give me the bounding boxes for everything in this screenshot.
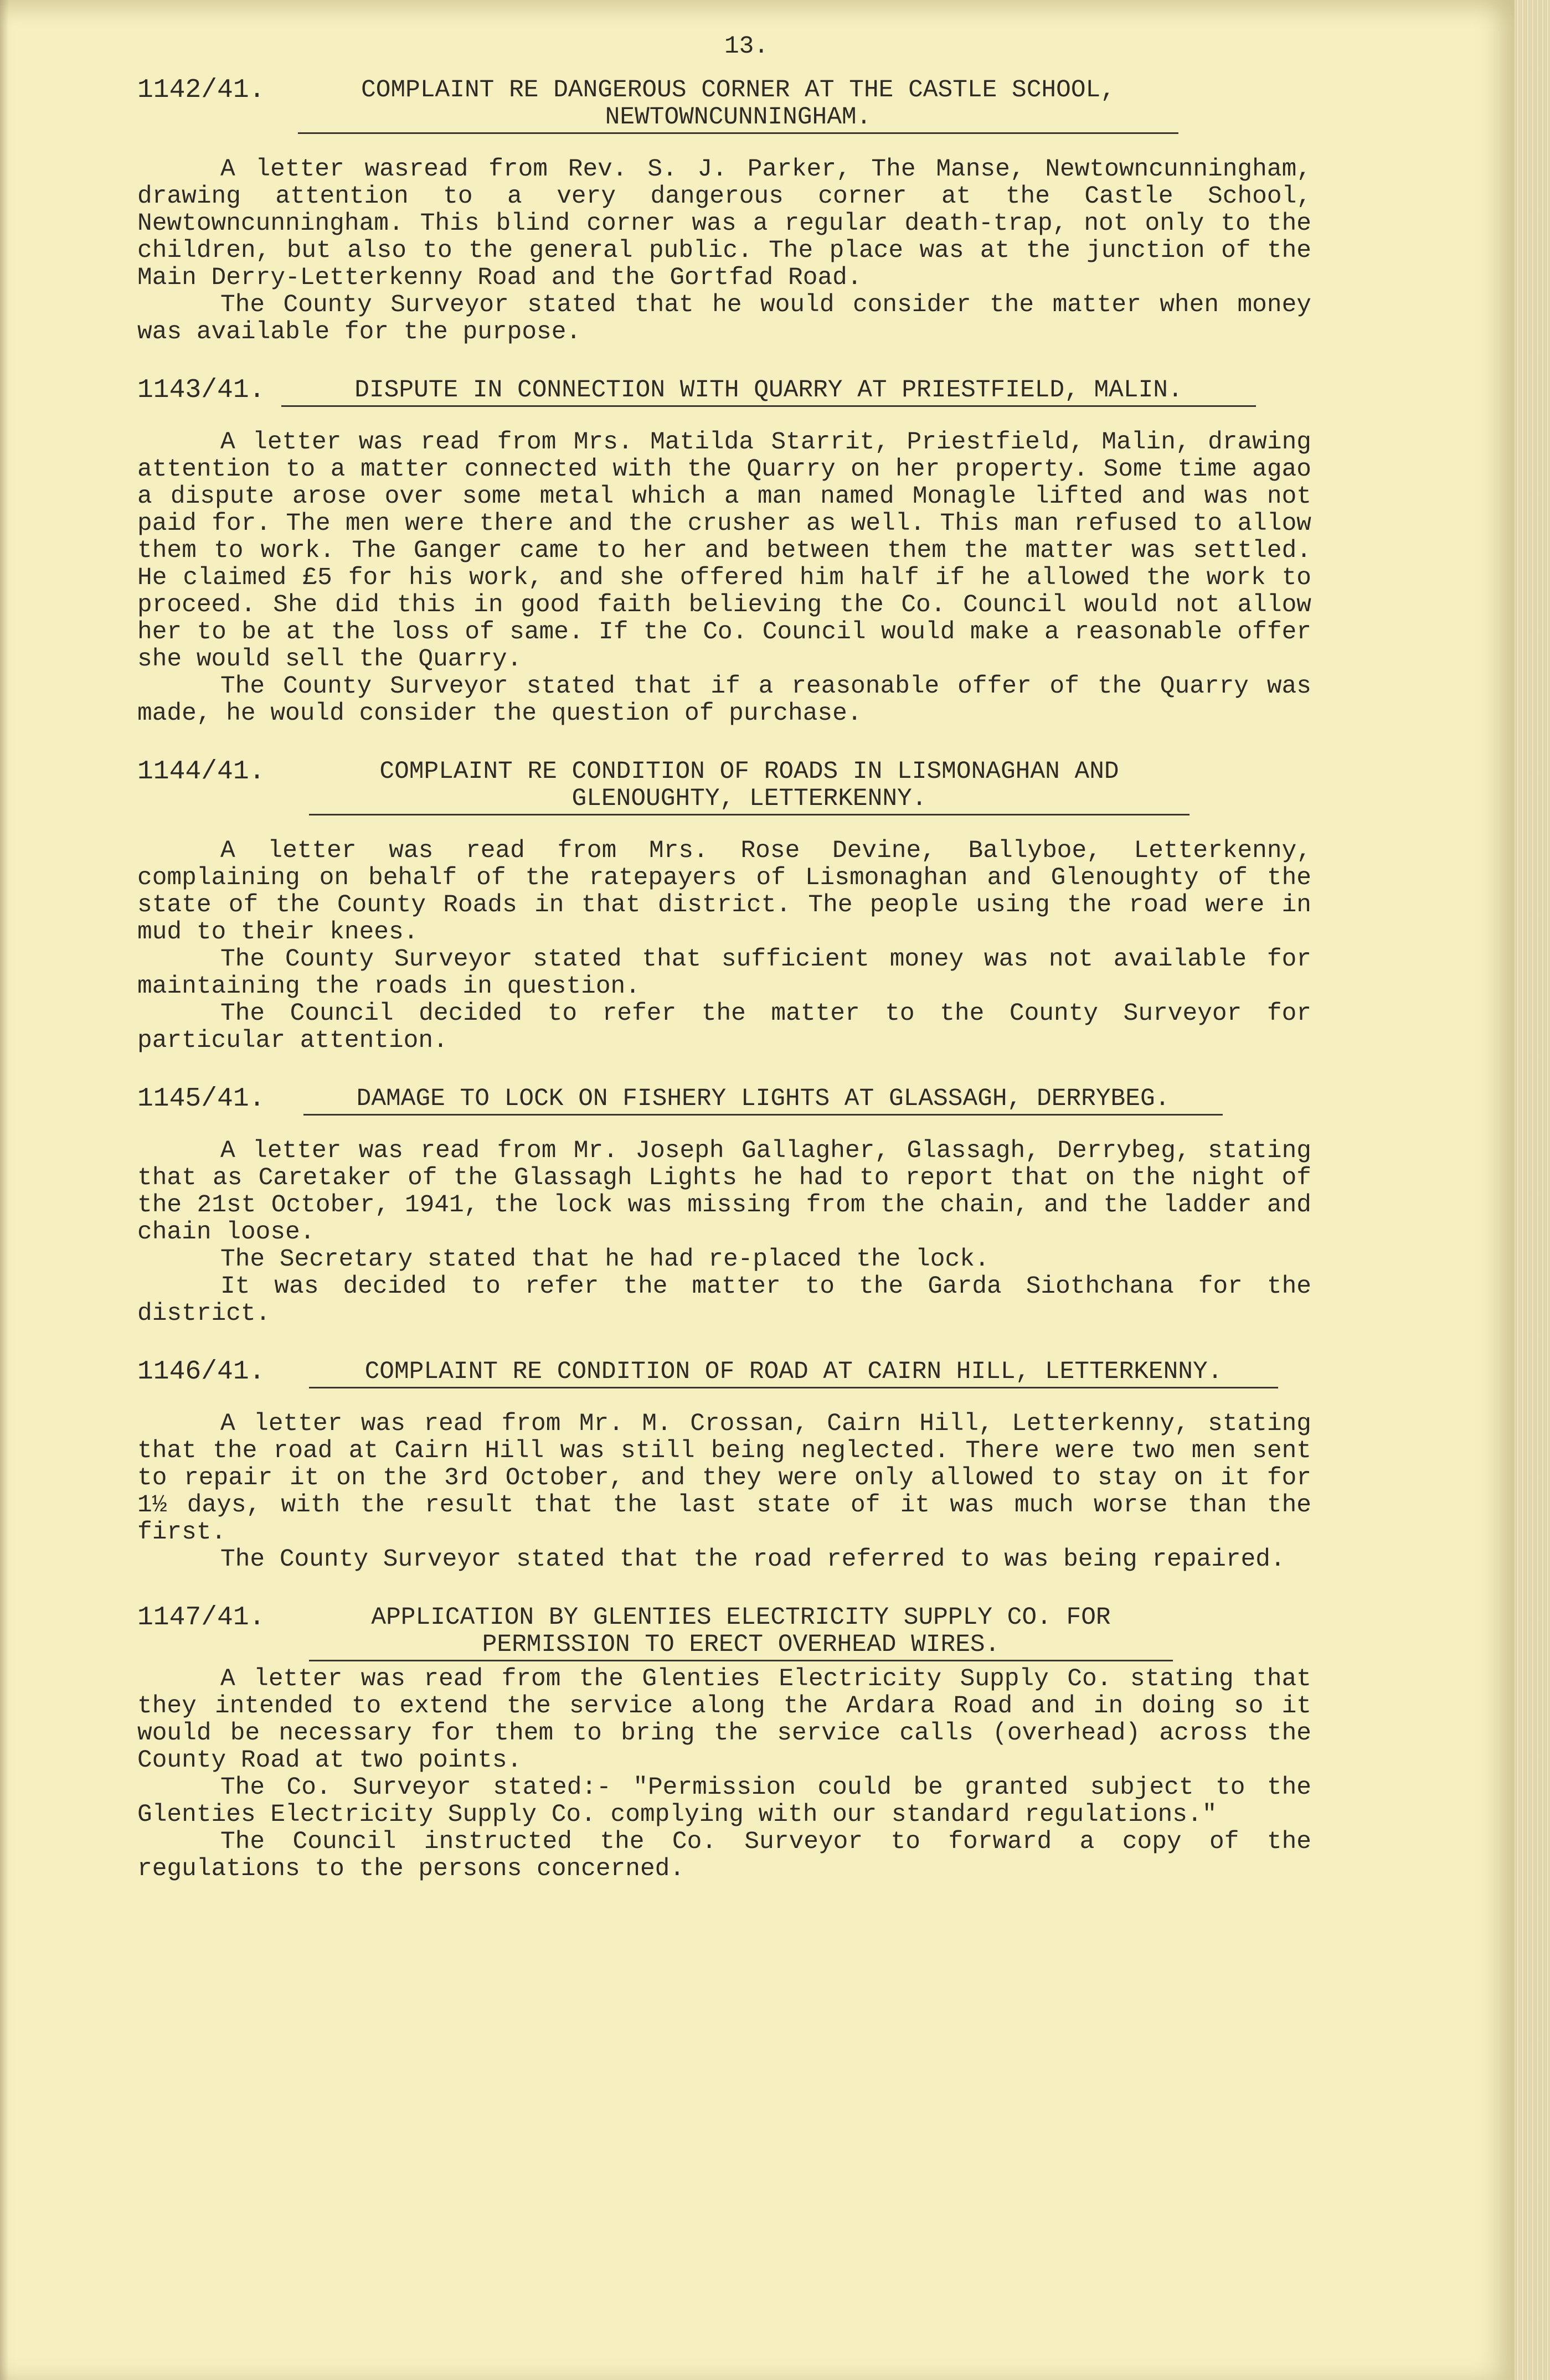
- entry-paragraph: It was decided to refer the matter to the Garda Siothchana for the district.: [137, 1273, 1311, 1328]
- entry-title: [309, 1604, 1173, 1661]
- entry-heading: [137, 1604, 1311, 1661]
- entry-number: 1143/41.: [137, 375, 265, 405]
- entry-paragraph: A letter was read from Mrs. Matilda Starrit, Priestfield, Malin, drawing attention to a matter connected with the Quarry on her property. Some time agao a dispute arose over some metal which a man named Monagle lifted and was not paid for. The men were there and the crusher as well. This man refused to allow them to work. The Ganger came to her and between them the matter was settled. He claimed £5 for his work, and she offered him half if he allowed the work to proceed. She did this in good faith believing the Co. Council would not allow her to be at the loss of same. If the Co. Council would make a reasonable offer she would sell the Quarry.: [137, 428, 1311, 673]
- entry-number: 1146/41.: [137, 1357, 265, 1387]
- minute-entry-1147: [137, 1604, 1311, 1883]
- entry-title: [298, 77, 1178, 134]
- entry-number: 1142/41.: [137, 75, 265, 105]
- entry-paragraph: The County Surveyor stated that the road referred to was being repaired.: [220, 1546, 1285, 1573]
- entry-paragraph: The Co. Surveyor stated:- "Permission could be granted subject to the Glenties Electricity Supply Co. complying with our standard regulations.": [137, 1774, 1311, 1829]
- entry-paragraph: The County Surveyor stated that he would consider the matter when money was available for the purpose.: [137, 291, 1311, 346]
- entry-paragraph: The Council instructed the Co. Surveyor to forward a copy of the regulations to the persons concerned.: [137, 1828, 1311, 1883]
- entry-title-line: DAMAGE TO LOCK ON FISHERY LIGHTS AT GLASSAGH, DERRYBEG.: [356, 1085, 1170, 1113]
- entry-paragraph: The Council decided to refer the matter to the County Surveyor for particular attention.: [137, 1000, 1311, 1055]
- entry-heading: [137, 758, 1311, 815]
- entry-paragraph: A letter wasread from Rev. S. J. Parker, The Manse, Newtowncunningham, drawing attention to a very dangerous corner at the Castle School, Newtowncunningham. This blind corner was a regular death-trap, not only to the children, but also to the general public. The place was at the junction of the Main Derry-Letterkenny Road and the Gortfad Road.: [137, 156, 1311, 292]
- entry-paragraph: A letter was read from the Glenties Electricity Supply Co. stating that they intended to extend the service along the Ardara Road and in doing so it would be necessary for them to bring the service calls (overhead) across the County Road at two points.: [137, 1665, 1311, 1774]
- minute-entry-1142: [137, 77, 1311, 346]
- page-edges: [1515, 0, 1550, 2380]
- entry-heading: [137, 1359, 1311, 1388]
- binding-shadow: [0, 0, 9, 2380]
- minute-entry-1146: [137, 1359, 1311, 1573]
- entry-number: 1145/41.: [137, 1084, 265, 1114]
- entry-title-line: COMPLAINT RE CONDITION OF ROAD AT CAIRN HILL, LETTERKENNY.: [364, 1358, 1223, 1386]
- entry-heading: [137, 377, 1311, 407]
- entry-title: [303, 1086, 1223, 1116]
- entry-heading: [137, 77, 1311, 134]
- entry-title-line: COMPLAINT RE DANGEROUS CORNER AT THE CASTLE SCHOOL,: [361, 76, 1115, 104]
- entry-paragraph: The Secretary stated that he had re-placed the lock.: [220, 1246, 990, 1273]
- entry-number: 1147/41.: [137, 1603, 265, 1633]
- entry-title-line: PERMISSION TO ERECT OVERHEAD WIRES.: [482, 1631, 1000, 1659]
- page-number: 13.: [724, 33, 769, 60]
- minute-entry-1144: [137, 758, 1311, 1055]
- entry-title-line: APPLICATION BY GLENTIES ELECTRICITY SUPPLY CO. FOR: [371, 1604, 1111, 1632]
- entry-paragraph: The County Surveyor stated that if a reasonable offer of the Quarry was made, he would consider the question of purchase.: [137, 673, 1311, 727]
- minutes-content: [137, 33, 1311, 1914]
- minute-entry-1143: [137, 377, 1311, 727]
- entry-paragraph: The County Surveyor stated that sufficient money was not available for maintaining the roads in question.: [137, 946, 1311, 1000]
- entry-paragraph: A letter was read from Mr. M. Crossan, Cairn Hill, Letterkenny, stating that the road at Cairn Hill was still being neglected. There were two men sent to repair it on the 3rd October, and they were only allowed to stay on it for 1½ days, with the result that the last state of it was much worse than the first.: [137, 1410, 1311, 1546]
- entry-heading: [137, 1086, 1311, 1116]
- entry-title-line: DISPUTE IN CONNECTION WITH QUARRY AT PRIESTFIELD, MALIN.: [354, 376, 1183, 404]
- entry-title-line: NEWTOWNCUNNINGHAM.: [605, 104, 872, 131]
- entry-paragraph: A letter was read from Mr. Joseph Gallagher, Glassagh, Derrybeg, stating that as Caretaker of the Glassagh Lights he had to report that on the night of the 21st October, 1941, the lock was missing from the chain, and the ladder and chain loose.: [137, 1137, 1311, 1246]
- entry-title: [281, 377, 1256, 407]
- entry-title-line: GLENOUGHTY, LETTERKENNY.: [571, 785, 927, 813]
- entry-title-line: COMPLAINT RE CONDITION OF ROADS IN LISMONAGHAN AND: [379, 758, 1119, 786]
- entry-number: 1144/41.: [137, 757, 265, 787]
- entry-title: [309, 1359, 1278, 1388]
- entry-paragraph: A letter was read from Mrs. Rose Devine, Ballyboe, Letterkenny, complaining on behalf of the ratepayers of Lismonaghan and Glenoughty of the state of the County Roads in that district. The people using the road were in mud to their knees.: [137, 837, 1311, 946]
- entry-title: [309, 758, 1189, 815]
- minute-entry-1145: [137, 1086, 1311, 1328]
